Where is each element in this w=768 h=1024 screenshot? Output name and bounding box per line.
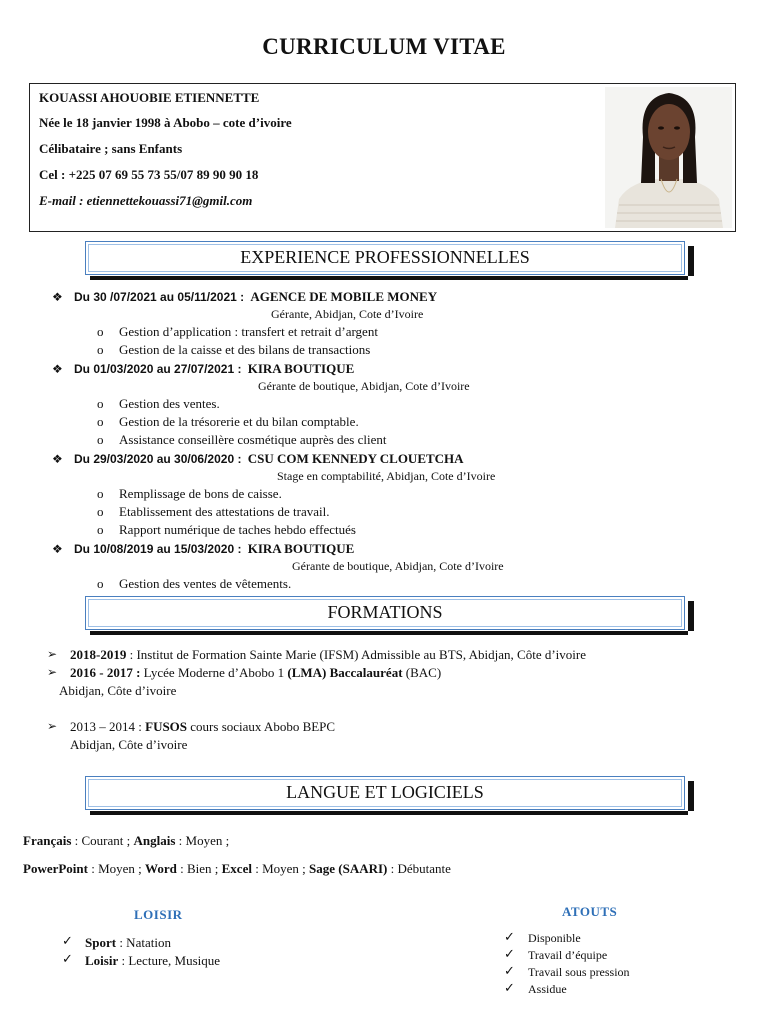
arrow-bullet-icon: ➢ <box>47 719 58 733</box>
diamond-bullet-icon: ❖ <box>52 362 63 376</box>
formation-2-city: Abidjan, Côte d’ivoire <box>59 683 177 698</box>
page-title: CURRICULUM VITAE <box>262 34 506 59</box>
formation-1: 2018-2019 : Institut de Formation Sainte Marie (IFSM) Admissible au BTS, Abidjan, Côte d’ivoire <box>70 647 587 662</box>
phone-number: Cel : +225 07 69 55 73 55/07 89 90 90 18 <box>39 167 259 182</box>
email-address: E-mail : etiennettekouassi71@gmil.com <box>39 193 253 208</box>
checkmark-icon: ✓ <box>62 951 73 966</box>
experience-3-header: Du 29/03/2020 au 30/06/2020 : CSU COM KENNEDY CLOUETCHA <box>74 451 464 466</box>
checkmark-icon: ✓ <box>504 929 515 944</box>
formation-3-city: Abidjan, Côte d’ivoire <box>70 737 188 752</box>
experience-3-task-1: o Remplissage de bons de caisse. <box>97 486 282 501</box>
formation-2: 2016 - 2017 : Lycée Moderne d’Abobo 1 (LMA) Baccalauréat (BAC) <box>70 665 442 680</box>
languages-line: Français : Courant ; Anglais : Moyen ; <box>23 833 230 848</box>
section-langues-title: LANGUE ET LOGICIELS <box>286 782 484 802</box>
experience-3-task-2: o Etablissement des attestations de travail. <box>97 504 330 519</box>
diamond-bullet-icon: ❖ <box>52 290 63 304</box>
profile-photo <box>605 87 732 228</box>
checkmark-icon: ✓ <box>504 946 515 961</box>
experience-2-task-1: o Gestion des ventes. <box>97 396 220 411</box>
section-formations <box>85 596 685 630</box>
experience-1-task-1: o Gestion d’application : transfert et retrait d’argent <box>97 324 378 339</box>
diamond-bullet-icon: ❖ <box>52 452 63 466</box>
section-langues <box>85 776 685 810</box>
checkmark-icon: ✓ <box>62 933 73 948</box>
experience-2-task-2: o Gestion de la trésorerie et du bilan comptable. <box>97 414 359 429</box>
experience-1-header: Du 30 /07/2021 au 05/11/2021 : AGENCE DE MOBILE MONEY <box>74 289 438 304</box>
arrow-bullet-icon: ➢ <box>47 647 58 661</box>
section-formations-title: FORMATIONS <box>327 602 443 622</box>
section-experience <box>85 241 685 275</box>
formation-3: 2013 – 2014 : FUSOS cours sociaux Abobo BEPC <box>70 719 336 734</box>
diamond-bullet-icon: ❖ <box>52 542 63 556</box>
software-line: PowerPoint : Moyen ; Word : Bien ; Excel : Moyen ; Sage (SAARI) : Débutante <box>23 861 451 876</box>
atout-item: Assidue <box>528 982 567 996</box>
checkmark-icon: ✓ <box>504 963 515 978</box>
experience-2-task-3: o Assistance conseillère cosmétique auprès des client <box>97 432 387 447</box>
experience-1-task-2: o Gestion de la caisse et des bilans de transactions <box>97 342 371 357</box>
atout-item: Travail sous pression <box>528 965 630 979</box>
arrow-bullet-icon: ➢ <box>47 665 58 679</box>
section-experience-title: EXPERIENCE PROFESSIONNELLES <box>240 247 530 267</box>
experience-4-task-1: o Gestion des ventes de vêtements. <box>97 576 292 591</box>
birth-info: Née le 18 janvier 1998 à Abobo – cote d’ivoire <box>39 115 292 130</box>
experience-3-task-3: o Rapport numérique de taches hebdo effectués <box>97 522 356 537</box>
experience-1-role: Gérante, Abidjan, Cote d’Ivoire <box>271 307 424 321</box>
loisir-heading: LOISIR <box>134 907 183 922</box>
experience-2-role: Gérante de boutique, Abidjan, Cote d’Ivoire <box>258 379 470 393</box>
atout-item: Disponible <box>528 931 581 945</box>
experience-2-header: Du 01/03/2020 au 27/07/2021 : KIRA BOUTIQUE <box>74 361 355 376</box>
identity-box <box>29 83 736 232</box>
experience-4-role: Gérante de boutique, Abidjan, Cote d’Ivoire <box>292 559 504 573</box>
experience-4-header: Du 10/08/2019 au 15/03/2020 : KIRA BOUTIQUE <box>74 541 355 556</box>
experience-3-role: Stage en comptabilité, Abidjan, Cote d’Ivoire <box>277 469 496 483</box>
marital-status: Célibataire ; sans Enfants <box>39 141 183 156</box>
loisir-hobbies: Loisir : Lecture, Musique <box>85 953 221 968</box>
atout-item: Travail d’équipe <box>528 948 608 962</box>
full-name: KOUASSI AHOUOBIE ETIENNETTE <box>39 90 260 105</box>
checkmark-icon: ✓ <box>504 980 515 995</box>
atouts-heading: ATOUTS <box>562 904 618 919</box>
loisir-sport: Sport : Natation <box>85 935 171 950</box>
